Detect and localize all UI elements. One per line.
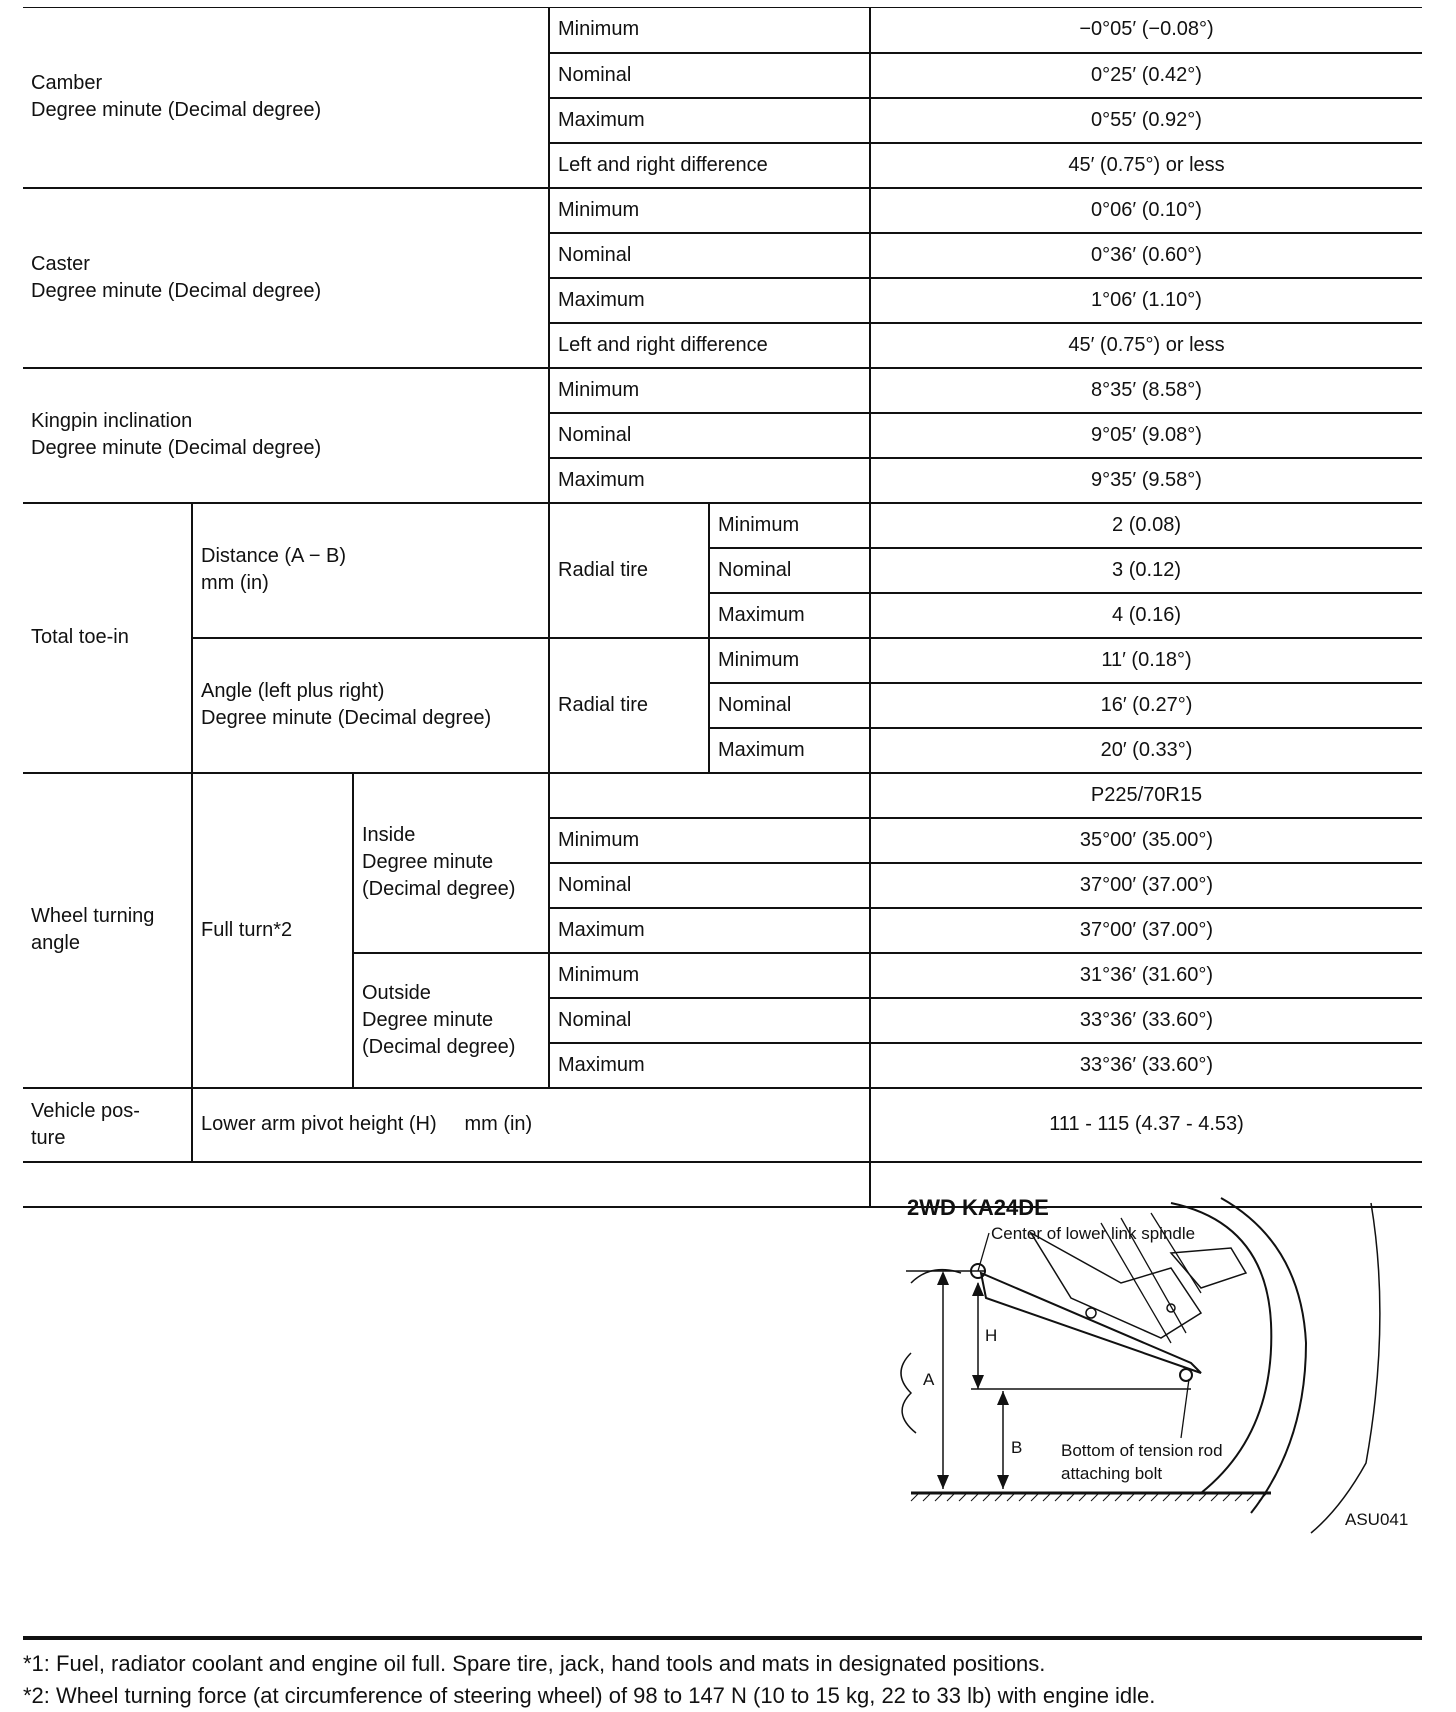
caster-header xyxy=(23,188,549,368)
inside-row-label: Minimum xyxy=(549,818,870,863)
kingpin-header xyxy=(23,368,549,503)
wheel-turning-header xyxy=(23,773,192,1088)
toe-distance-row-label: Maximum xyxy=(709,593,870,638)
posture-header xyxy=(23,1088,192,1162)
caster-row-value: 0°36′ (0.60°) xyxy=(870,233,1422,278)
table-row xyxy=(23,503,1422,548)
figure-cell xyxy=(870,1162,1422,1529)
toe-distance-label: Distance (A − B) xyxy=(201,545,347,567)
table-row xyxy=(23,8,1422,53)
toe-distance-row-label: Minimum xyxy=(709,503,870,548)
inside-row-label: Nominal xyxy=(549,863,870,908)
camber-row-value: −0°05′ (−0.08°) xyxy=(870,8,1422,53)
toe-angle-unit: Degree minute (Decimal degree) xyxy=(201,707,492,729)
toe-angle-tire: Radial tire xyxy=(549,638,709,773)
inside-row-label: Maximum xyxy=(549,908,870,953)
kingpin-unit: Degree minute (Decimal degree) xyxy=(31,437,322,459)
posture-value: 111 - 115 (4.37 - 4.53) xyxy=(870,1088,1422,1162)
footnotes xyxy=(23,1636,1422,1712)
table-row xyxy=(23,638,1422,683)
inside-header xyxy=(353,773,549,953)
toe-distance-tire: Radial tire xyxy=(549,503,709,638)
caster-row-label: Minimum xyxy=(549,188,870,233)
lower-arm-pivot-figure xyxy=(871,1163,1420,1573)
caliper xyxy=(1171,1248,1246,1288)
tire-outline-outer xyxy=(1221,1198,1306,1513)
kingpin-row-label: Minimum xyxy=(549,368,870,413)
outside-row-label: Maximum xyxy=(549,1043,870,1088)
tension-rod-bolt xyxy=(1180,1369,1192,1381)
toe-distance-row-value: 4 (0.16) xyxy=(870,593,1422,638)
outside-unit-2: (Decimal degree) xyxy=(362,1035,516,1058)
table-row xyxy=(23,1162,1422,1207)
toe-angle-label: Angle (left plus right) xyxy=(201,680,385,702)
caster-row-label: Nominal xyxy=(549,233,870,278)
camber-row-label: Nominal xyxy=(549,53,870,98)
callout-top: Center of lower link spindle xyxy=(991,1223,1196,1243)
toe-angle-row-label: Minimum xyxy=(709,638,870,683)
callout-bottom-2: attaching bolt xyxy=(1061,1463,1163,1483)
toe-distance-row-value: 3 (0.12) xyxy=(870,548,1422,593)
table-row xyxy=(23,773,1422,818)
posture-unit: mm (in) xyxy=(464,1113,533,1135)
outside-row-value: 33°36′ (33.60°) xyxy=(870,1043,1422,1088)
table-row xyxy=(23,368,1422,413)
camber-row-value: 45′ (0.75°) or less xyxy=(870,143,1422,188)
frame-outline xyxy=(901,1353,916,1433)
empty-cell xyxy=(549,773,870,818)
callout-bottom: Bottom of tension rod xyxy=(1061,1440,1223,1460)
inside-row-value: 37°00′ (37.00°) xyxy=(870,863,1422,908)
toe-angle-row-value: 16′ (0.27°) xyxy=(870,683,1422,728)
footnote-1: *1: Fuel, radiator coolant and engine oil full. Spare tire, jack, hand tools and mats in designated positions. xyxy=(23,1651,1046,1676)
wheel-alignment-table xyxy=(23,7,1422,1529)
wheel-turning-label-2: angle xyxy=(31,932,80,954)
full-turn-label: Full turn*2 xyxy=(192,773,353,1088)
outside-label: Outside xyxy=(362,981,431,1004)
caster-row-label: Left and right difference xyxy=(549,323,870,368)
wheel-turning-label: Wheel turning xyxy=(31,905,155,927)
posture-label: Vehicle pos- xyxy=(31,1099,140,1122)
toe-angle-row-value: 11′ (0.18°) xyxy=(870,638,1422,683)
footnote-2: *2: Wheel turning force (at circumference of steering wheel) of 98 to 147 N (10 to 15 kg, 22 to 33 lb) with engine idle. xyxy=(23,1683,1156,1708)
outside-row-value: 33°36′ (33.60°) xyxy=(870,998,1422,1043)
table-row xyxy=(23,188,1422,233)
toe-angle-header xyxy=(192,638,549,773)
caster-row-value: 0°06′ (0.10°) xyxy=(870,188,1422,233)
caster-label: Caster xyxy=(31,252,90,275)
posture-item-cell xyxy=(192,1088,870,1162)
leader-line xyxy=(1181,1379,1189,1438)
camber-row-label: Left and right difference xyxy=(549,143,870,188)
kingpin-row-value: 9°05′ (9.08°) xyxy=(870,413,1422,458)
caster-row-value: 45′ (0.75°) or less xyxy=(870,323,1422,368)
camber-row-label: Minimum xyxy=(549,8,870,53)
lower-arm xyxy=(981,1273,1201,1373)
tire-size: P225/70R15 xyxy=(870,773,1422,818)
toe-in-label: Total toe-in xyxy=(23,503,192,773)
camber-header xyxy=(23,8,549,188)
toe-angle-row-label: Nominal xyxy=(709,683,870,728)
camber-unit: Degree minute (Decimal degree) xyxy=(31,99,322,122)
toe-distance-row-label: Nominal xyxy=(709,548,870,593)
toe-angle-row-value: 20′ (0.33°) xyxy=(870,728,1422,773)
kingpin-row-label: Nominal xyxy=(549,413,870,458)
outside-unit: Degree minute xyxy=(362,1008,494,1031)
label-a: A xyxy=(923,1369,935,1389)
label-b: B xyxy=(1011,1437,1023,1457)
outside-row-label: Minimum xyxy=(549,953,870,998)
outside-row-label: Nominal xyxy=(549,998,870,1043)
toe-distance-header xyxy=(192,503,549,638)
toe-angle-row-label: Maximum xyxy=(709,728,870,773)
empty-cell xyxy=(23,1162,870,1207)
toe-distance-row-value: 2 (0.08) xyxy=(870,503,1422,548)
kingpin-row-value: 9°35′ (9.58°) xyxy=(870,458,1422,503)
figure-code: ASU041 xyxy=(1345,1509,1409,1529)
camber-row-value: 0°25′ (0.42°) xyxy=(870,53,1422,98)
table-row xyxy=(23,1088,1422,1162)
inside-row-value: 35°00′ (35.00°) xyxy=(870,818,1422,863)
inside-label: Inside xyxy=(362,824,416,846)
inside-unit-2: (Decimal degree) xyxy=(362,878,516,900)
camber-row-label: Maximum xyxy=(549,98,870,143)
caster-row-label: Maximum xyxy=(549,278,870,323)
kingpin-row-value: 8°35′ (8.58°) xyxy=(870,368,1422,413)
kingpin-label: Kingpin inclination xyxy=(31,410,193,432)
outside-header xyxy=(353,953,549,1088)
inside-unit: Degree minute xyxy=(362,851,494,873)
specification-sheet xyxy=(23,7,1422,1529)
tire-edge xyxy=(1311,1203,1380,1533)
outside-row-value: 31°36′ (31.60°) xyxy=(870,953,1422,998)
posture-label-2: ture xyxy=(31,1126,66,1149)
toe-distance-unit: mm (in) xyxy=(201,572,269,594)
caster-unit: Degree minute (Decimal degree) xyxy=(31,279,322,302)
figure-title: 2WD KA24DE xyxy=(907,1194,1049,1220)
kingpin-row-label: Maximum xyxy=(549,458,870,503)
posture-item: Lower arm pivot height (H) xyxy=(201,1113,437,1135)
bolt xyxy=(1086,1308,1096,1318)
caster-row-value: 1°06′ (1.10°) xyxy=(870,278,1422,323)
label-h: H xyxy=(985,1325,998,1345)
camber-row-value: 0°55′ (0.92°) xyxy=(870,98,1422,143)
camber-label: Camber xyxy=(31,72,103,95)
inside-row-value: 37°00′ (37.00°) xyxy=(870,908,1422,953)
